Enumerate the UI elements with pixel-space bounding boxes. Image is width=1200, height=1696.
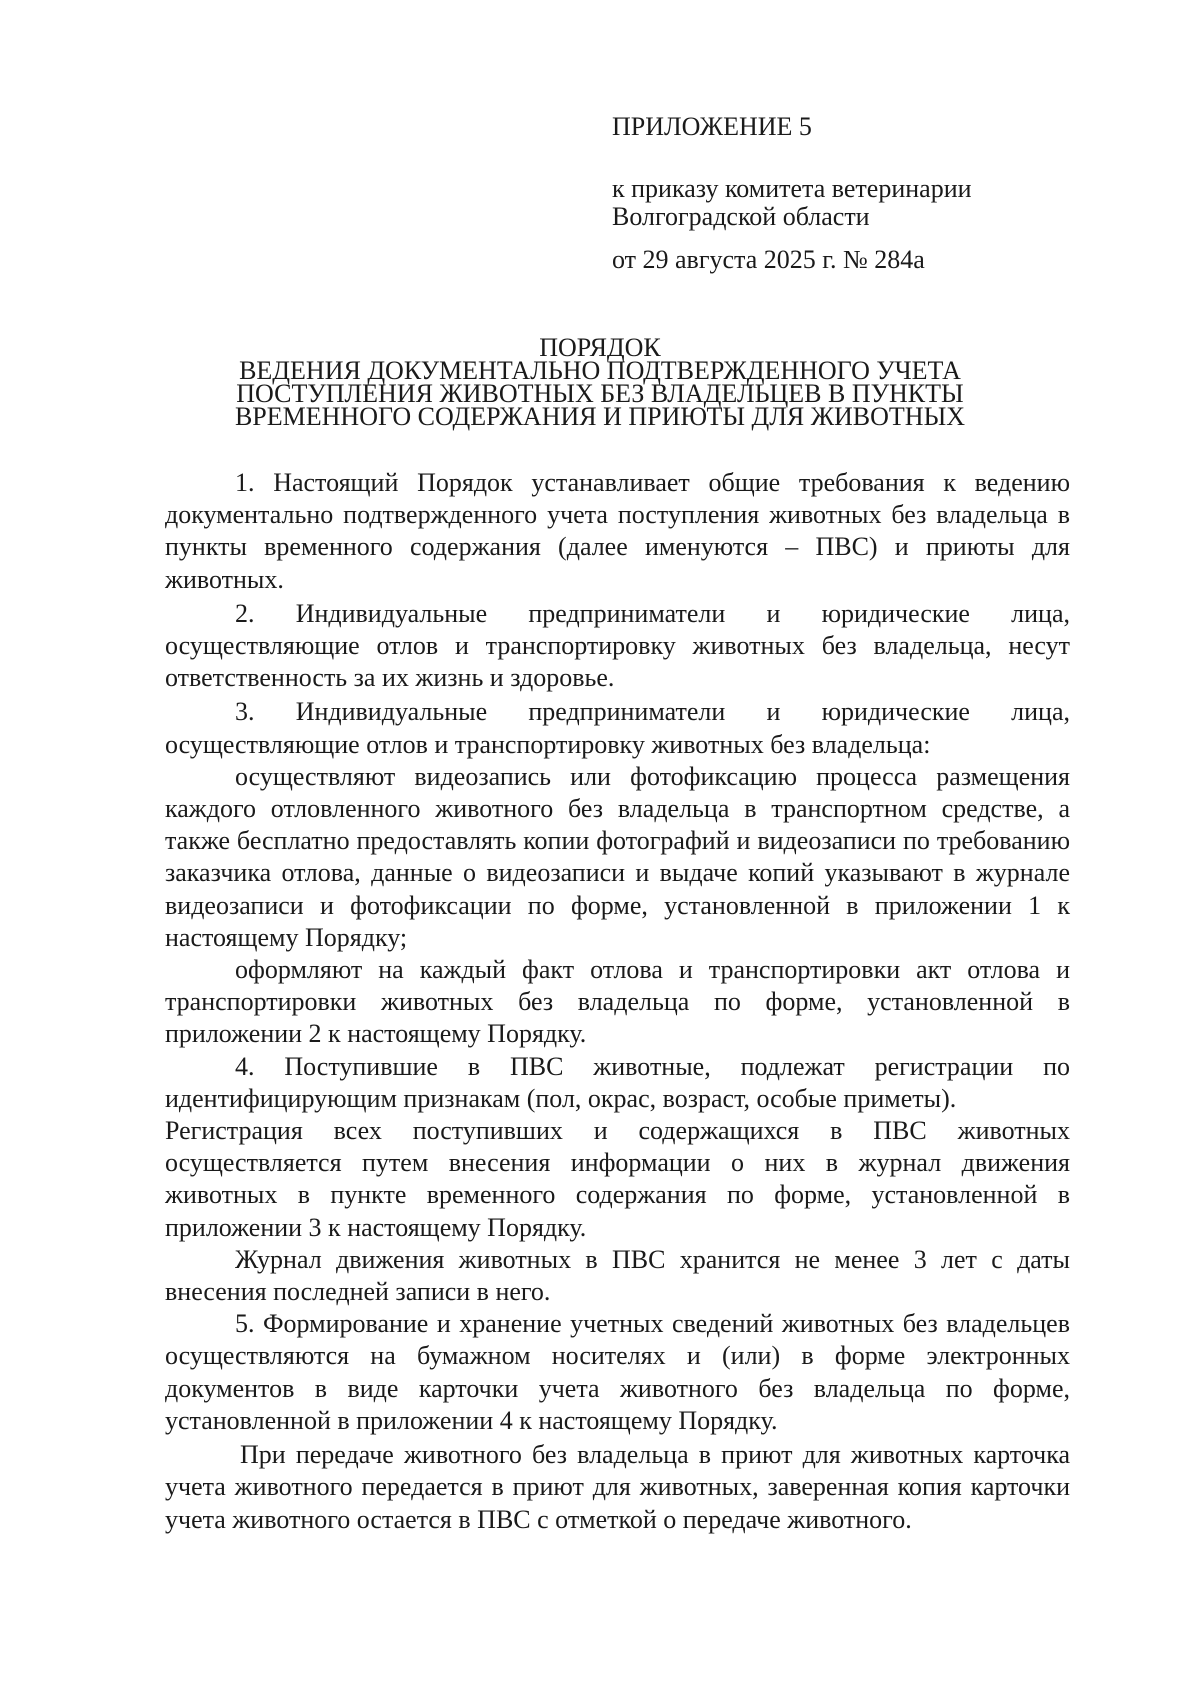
order-date: от 29 августа 2025 г. № 284а: [612, 245, 925, 274]
title-line-4: ВРЕМЕННОГО СОДЕРЖАНИЯ И ПРИЮТЫ ДЛЯ ЖИВОТНЫХ: [234, 402, 966, 431]
paragraph-4-journal: Журнал движения животных в ПВС хранится не менее 3 лет с даты внесения последней записи в него.: [165, 1244, 1070, 1307]
document-title: [0, 333, 1200, 431]
paragraph-3-item-a: осуществляют видеозапись или фотофиксацию процесса размещения каждого отловленного животного без владельца в транспортном средстве, а также бесплатно предоставлять копии фотографий и видеозаписи по требованию заказчика отлова, данные о видеозаписи и выдаче копий указывают в журнале видеозаписи и фотофиксации по форме, установленной в приложении 1 к настоящему Порядку;: [165, 761, 1070, 952]
paragraph-3-item-b: оформляют на каждый факт отлова и транспортировки акт отлова и транспортировки животных без владельца по форме, установленной в приложении 2 к настоящему Порядку.: [165, 955, 1070, 1049]
paragraph-2: 2. Индивидуальные предприниматели и юридические лица, осуществляющие отлов и транспортировку животных без владельца, несут ответственность за их жизнь и здоровье.: [165, 598, 1070, 693]
title-line-3: ПОСТУПЛЕНИЯ ЖИВОТНЫХ БЕЗ ВЛАДЕЛЬЦЕВ В ПУНКТЫ: [236, 379, 964, 408]
paragraph-4-registration: Регистрация всех поступивших и содержащихся в ПВС животных осуществляется путем внесения информации о них в журнал движения животных в пункте временного содержания по форме, установленной в приложении 3 к настоящему Порядку.: [165, 1116, 1070, 1242]
order-reference: [612, 175, 972, 231]
paragraph-5: 5. Формирование и хранение учетных сведений животных без владельцев осуществляются на бумажном носителях и (или) в форме электронных документов в виде карточки учета животного без владельца по форме, установленной в приложении 4 к настоящему Порядку.: [165, 1309, 1070, 1435]
paragraph-6: При передаче животного без владельца в приют для животных карточка учета животного передается в приют для животных, заверенная копия карточки учета животного остается в ПВС с отметкой о передаче животного.: [165, 1440, 1070, 1534]
document-body: [165, 467, 1070, 1536]
order-reference-line2: Волгоградской области: [612, 202, 870, 231]
paragraph-4: 4. Поступившие в ПВС животные, подлежат регистрации по идентифицирующим признакам (пол, окрас, возраст, особые приметы).: [165, 1051, 1070, 1113]
order-reference-line1: к приказу комитета ветеринарии: [612, 174, 972, 203]
title-line-2: ВЕДЕНИЯ ДОКУМЕНТАЛЬНО ПОДТВЕРЖДЕННОГО УЧЕТА: [239, 356, 961, 385]
paragraph-1: 1. Настоящий Порядок устанавливает общие требования к ведению документально подтвержденного учета поступления животных без владельца в пункты временного содержания (далее именуются – ПВС) и приюты для животных.: [165, 468, 1070, 594]
paragraph-3: 3. Индивидуальные предприниматели и юридические лица, осуществляющие отлов и транспортировку животных без владельца:: [165, 697, 1070, 759]
appendix-title: ПРИЛОЖЕНИЕ 5: [612, 112, 812, 141]
title-line-1: ПОРЯДОК: [539, 333, 661, 362]
